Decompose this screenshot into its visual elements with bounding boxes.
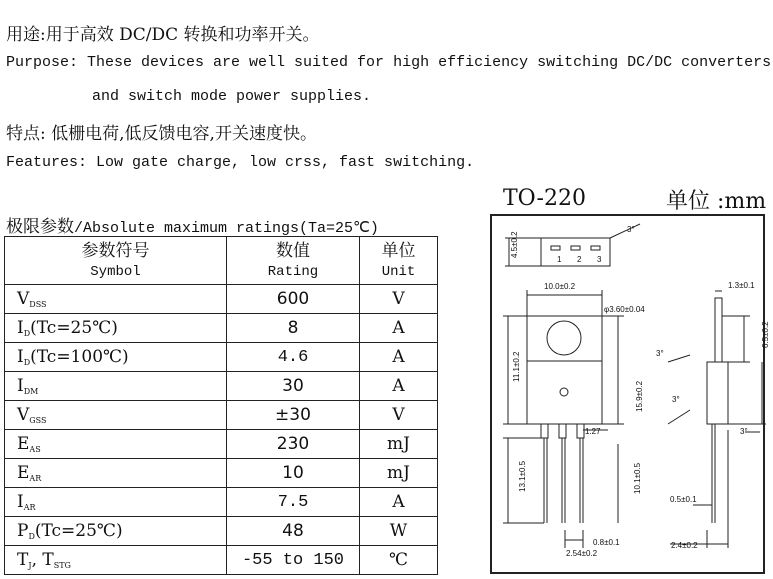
value-cell: 4.6 <box>227 343 360 372</box>
features-chinese: 特点: 低栅电荷,低反馈电容,开关速度快。 <box>6 124 317 144</box>
dim-1-3: 1.3±0.1 <box>728 281 755 290</box>
dim-13-1: 13.1±0.5 <box>518 460 527 492</box>
dim-angle-side-1: 3° <box>656 349 664 358</box>
dim-hole: φ3.60±0.04 <box>604 305 645 314</box>
value-cell: 600 <box>227 285 360 314</box>
pin-label-1: 1 <box>557 255 562 264</box>
dim-0-8: 0.8±0.1 <box>593 538 620 547</box>
header-unit-cn: 单位 <box>381 240 416 261</box>
header-rating-en: Rating <box>267 263 319 280</box>
ratings-title-en: /Absolute maximum ratings(Ta=25℃) <box>74 220 379 237</box>
dim-4-5: 4.5±0.2 <box>510 231 519 258</box>
symbol-cell: $V_{GSS}$ <box>5 401 227 430</box>
unit-label: 单位 :mm <box>666 189 767 214</box>
package-body <box>527 361 602 424</box>
symbol-cell: $E_{AR}$ <box>5 459 227 488</box>
value-cell: 8 <box>227 314 360 343</box>
unit-cell: W <box>360 517 438 546</box>
value-cell: 48 <box>227 517 360 546</box>
ratings-title-cn: 极限参数 <box>6 217 74 237</box>
unit-cell: A <box>360 488 438 517</box>
value-cell: 7.5 <box>227 488 360 517</box>
dim-6-5: 6.5±0.2 <box>761 321 770 348</box>
symbol-cell: $E_{AS}$ <box>5 430 227 459</box>
dim-10-0: 10.0±0.2 <box>544 282 576 291</box>
value-cell: -55 to 150 <box>227 546 360 575</box>
dim-angle-side-3: 3° <box>740 427 748 436</box>
side-view-tab <box>715 298 722 362</box>
pin-label-2: 2 <box>577 255 582 264</box>
dim-angle-side-2: 3° <box>672 395 680 404</box>
symbol-cell: $I_D(Tc=25℃)$ <box>5 314 227 343</box>
symbol-cell: $I_D(Tc=100℃)$ <box>5 343 227 372</box>
dim-2-4: 2.4±0.2 <box>671 541 698 550</box>
unit-cell: mJ <box>360 430 438 459</box>
dim-0-5: 0.5±0.1 <box>670 495 697 504</box>
symbol-cell: $V_{DSS}$ <box>5 285 227 314</box>
unit-cell: A <box>360 372 438 401</box>
dim-15-9: 15.9±0.2 <box>635 380 644 412</box>
pin-label-3: 3 <box>597 255 602 264</box>
symbol-cell: $I_{DM}$ <box>5 372 227 401</box>
purpose-chinese: 用途:用于高效 DC/DC 转换和功率开关。 <box>6 25 320 45</box>
top-pin-1 <box>551 246 560 250</box>
unit-cell: A <box>360 343 438 372</box>
header-symbol-cn: 参数符号 <box>81 240 150 261</box>
package-name: TO-220 <box>503 186 586 211</box>
features-english: Features: Low gate charge, low crss, fast switching. <box>6 154 475 171</box>
symbol-cell: $P_D(Tc=25℃)$ <box>5 517 227 546</box>
purpose-english-line2: and switch mode power supplies. <box>92 88 372 105</box>
unit-cell: V <box>360 285 438 314</box>
unit-cell: ℃ <box>360 546 438 575</box>
value-cell: ±30 <box>227 401 360 430</box>
header-rating-cn: 数值 <box>276 240 310 261</box>
dim-angle-top: 3° <box>627 225 635 234</box>
symbol-cell: $I_{AR}$ <box>5 488 227 517</box>
mounting-hole <box>547 321 581 355</box>
dim-10-1: 10.1±0.5 <box>633 462 642 494</box>
top-pin-2 <box>571 246 580 250</box>
dim-1-27: 1.27 <box>585 427 601 436</box>
value-cell: 30 <box>227 372 360 401</box>
header-symbol-en: Symbol <box>90 263 141 280</box>
mounting-tab <box>527 316 602 361</box>
dim-2-54: 2.54±0.2 <box>566 549 598 558</box>
symbol-cell: $T_J$, $T_{STG}$ <box>5 546 227 575</box>
value-cell: 10 <box>227 459 360 488</box>
value-cell: 230 <box>227 430 360 459</box>
top-pin-3 <box>591 246 600 250</box>
unit-cell: mJ <box>360 459 438 488</box>
unit-cell: A <box>360 314 438 343</box>
header-unit-en: Unit <box>381 263 416 280</box>
purpose-english-line1: Purpose: These devices are well suited for high efficiency switching DC/DC converters <box>6 54 772 71</box>
dim-11-1: 11.1±0.2 <box>512 351 521 382</box>
unit-cell: V <box>360 401 438 430</box>
side-view-body <box>707 362 728 424</box>
